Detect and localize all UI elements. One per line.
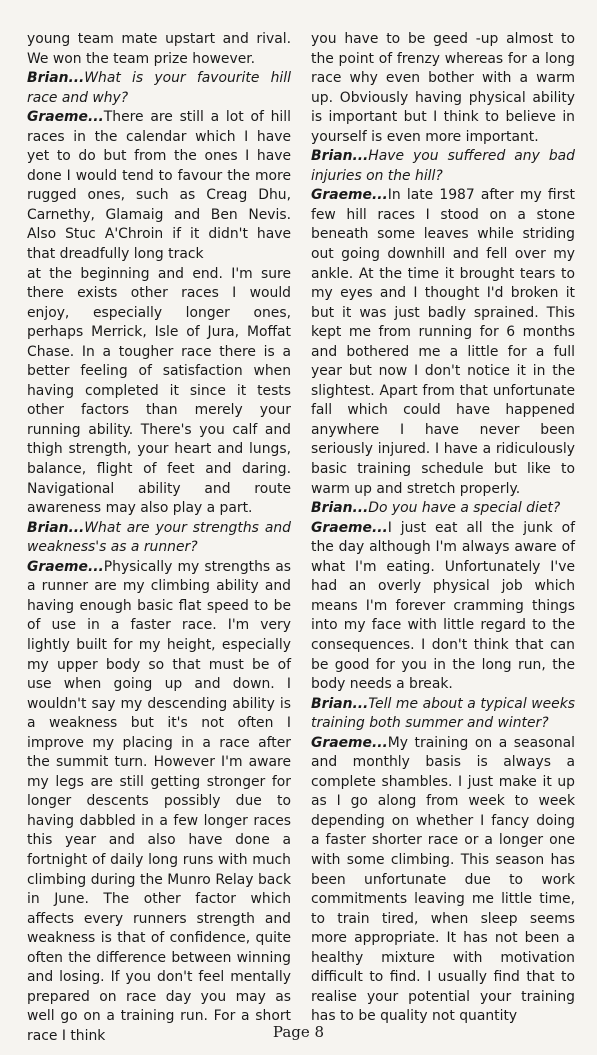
interview-question	[311, 147, 575, 186]
question-text: Have you suffered any bad injuries on the hill?	[311, 148, 575, 184]
interview-question	[27, 69, 291, 108]
interview-answer	[27, 108, 291, 264]
answer-text: Physically my strengths as a runner are my climbing ability and having enough basic flat speed to be of use in a faster race. I'm very lightly built for my height, especially my upper body so that must be of use when going up and down. I wouldn't say my descending ability is a weakness but it's not often I improve my placing in a race after the summit turn. However I'm aware my legs are still getting stronger for longer descents possibly due to having dabbled in a few longer races this year and also have done a fortnight of daily long runs with much climbing during the Munro Relay back in June. The other factor which affects every runners strength and weakness is that of confidence, quite often the difference between winning and losing. If you don't feel mentally prepared on race day you may as well go on a training run. For a short race I think	[27, 558, 291, 1044]
question-text: Do you have a special diet?	[368, 500, 561, 517]
speaker-label: Brian...	[311, 695, 369, 712]
speaker-label: Brian...	[311, 148, 369, 165]
speaker-label: Graeme...	[311, 187, 388, 204]
left-column	[27, 30, 291, 1046]
answer-text: There are still a lot of hill races in the calendar which I have yet to do but from the ones I have done I would tend to favour the more rugged ones, such as Creag Dhu, Carnethy, Glamaig and Ben Nevis. Also Stuc A'Chroin if it didn't have that dreadfully long track	[27, 109, 291, 263]
interview-answer	[27, 558, 291, 1047]
paragraph-text: young team mate upstart and rival. We won the team prize however.	[27, 31, 291, 67]
paragraph-text: you have to be geed -up almost to the point of frenzy whereas for a long race why even bother with a warm up. Obviously having physical ability is important but I think to believe in yourself is even more important.	[311, 31, 575, 145]
interview-question	[311, 499, 575, 519]
speaker-label: Brian...	[311, 500, 369, 517]
interview-answer	[311, 186, 575, 499]
interview-answer	[311, 734, 575, 1027]
question-text: Tell me about a typical weeks training both summer and winter?	[311, 695, 575, 732]
speaker-label: Graeme...	[27, 109, 104, 126]
speaker-label: Graeme...	[311, 734, 388, 751]
question-text: What are your strengths and weakness's as a runner?	[27, 519, 291, 556]
interview-answer	[311, 519, 575, 695]
paragraph	[27, 265, 291, 519]
speaker-label: Graeme...	[27, 558, 104, 575]
paragraph	[27, 30, 291, 69]
paragraph	[311, 30, 575, 147]
paragraph-text: at the beginning and end. I'm sure there exists other races I would enjoy, especially longer ones, perhaps Merrick, Isle of Jura, Moffat Chase. In a tougher race there is a better feeling of satisfaction when having completed it since it tests other factors than merely your running ability. There's you calf and thigh strength, your heart and lungs, balance, flight of feet and daring. Navigational ability and route awareness may also play a part.	[27, 265, 291, 517]
speaker-label: Brian...	[27, 70, 85, 87]
speaker-label: Brian...	[27, 519, 85, 536]
right-column	[311, 30, 575, 1027]
page-number: Page 8	[272, 1023, 325, 1041]
speaker-label: Graeme...	[311, 519, 388, 536]
interview-question	[27, 519, 291, 558]
answer-text: I just eat all the junk of the day although I'm always aware of what I'm eating. Unfortunately I've had an overly physical job which means I'm forever cramming things into my face with little regard to the consequences. I don't think that can be good for you in the long run, the body needs a break.	[311, 519, 575, 693]
answer-text: My training on a seasonal and monthly basis is always a complete shambles. I just make it up as I go along from week to week depending on whether I fancy doing a faster shorter race or a longer one with some climbing. This season has been unfortunate due to work commitments leaving me little time, to train tired, when sleep seems more appropriate. It has not been a healthy mixture with motivation difficult to find. I usually find that to realise your potential your training has to be quality not quantity	[311, 734, 575, 1025]
interview-question	[311, 695, 575, 734]
answer-text: In late 1987 after my first few hill races I stood on a stone beneath some leaves while striding out going downhill and fell over my ankle. At the time it brought tears to my eyes and I thought I'd broken it but it was just badly sprained. This kept me from running for 6 months and bothered me a little for a full year but now I don't notice it in the slightest. Apart from that unfortunate fall which could have happened anywhere I have never been seriously injured. I have a ridiculously basic training schedule but like to warm up and stretch properly.	[311, 187, 575, 497]
question-text: What is your favourite hill race and why?	[27, 70, 291, 106]
